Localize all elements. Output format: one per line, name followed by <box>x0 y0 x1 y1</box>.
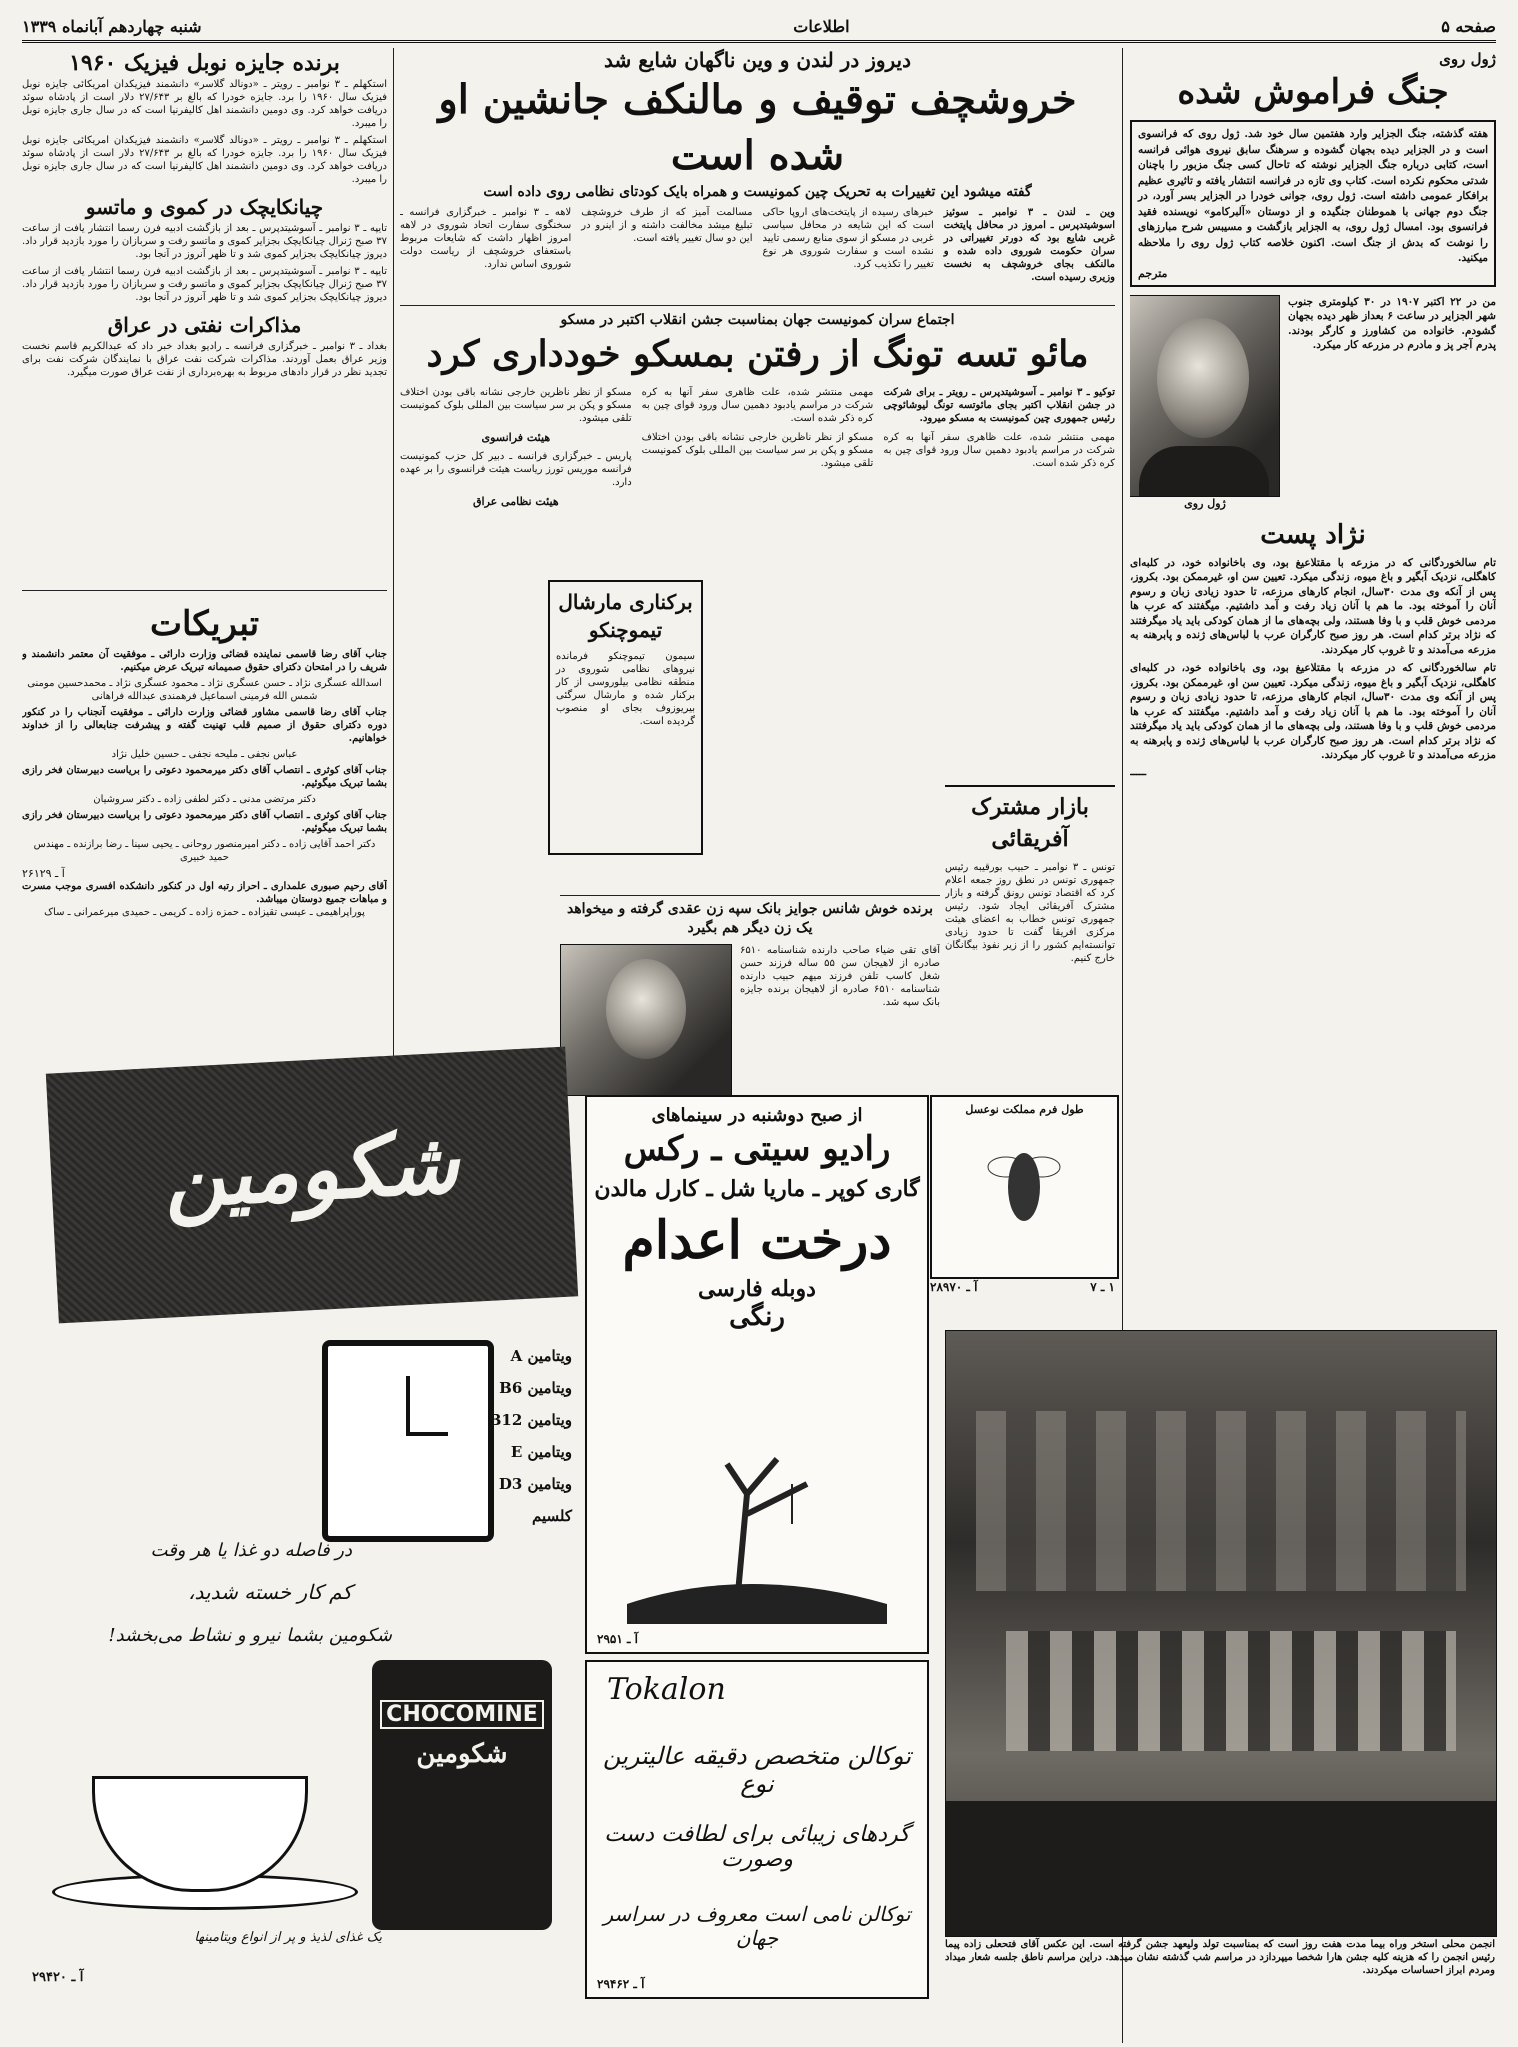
tokalon-line: گردهای زیبائی برای لطافت دست وصورت <box>604 1822 910 1872</box>
intro-text: هفته گذشته، جنگ الجزایر وارد هفتمین سال خود شد. ژول روی که فرانسوی است و در الجزایر دیده بجهان گشوده و سرهنگ سابق نیروی هوائی فرانسه است، کتابی درباره جنگ الجزایر نوشته که تاحال کسی جنگ مزبور را باچنان شدتی محکوم نکرده است. کتاب وی تازه در فرانسه انتشار یافته و تاثیری عظیم برافکار عمومی داشته است. ژول روی، جوانی خودرا در الجزایر بسر آورد، در جنگ دوم جهانی با هموطنان جنگیده و از دوستان «آلبرکامو» نویسنده فقید فرانسوی بود. امسال ژول روی، به الجزایر بازگشت و مسیبس شرح مبارزهای را نوشت که بدش از جنگ است. اکنون خلاصه کتاب ژول روی را ملاحظه میکنید. <box>1138 128 1488 264</box>
col-text: مسکو از نظر ناظرین خارجی نشانه باقی بودن اختلاف مسکو و پکن بر سر سیاست بین المللی بلوک کمونیست تلقی میشود. <box>400 387 632 424</box>
portrait-shoulders <box>1139 446 1269 496</box>
congrats-signers: دکتر احمد آقایی زاده ـ دکتر امیرمنصور روحانی ـ یحیی سینا ـ رضا برازنده ـ مهندس حمید خبیری <box>33 839 376 863</box>
col-text: توکیو ـ ۳ نوامبر ـ آسوشیتدپرس ـ رویتر ـ برای شرکت در جشن انقلاب اکتبر بجای مائوتسه تونگ لیوشائوچی رئیس جمهوری چین کمونیست به مسکو میرود. <box>883 387 1115 424</box>
nobel-title: برنده جایزه نوبل فیزیک ۱۹۶۰ <box>69 50 340 76</box>
col-text: مهمی منتشر شده، علت ظاهری سفر آنها به کره شرکت در مراسم یادبود دهمین سال ورود قوای چین به کره ذکر شده است. <box>883 432 1115 469</box>
lottery-winner-photo <box>560 944 732 1096</box>
clock-hand <box>406 1376 410 1436</box>
article-africa <box>945 785 1115 1085</box>
chiang-text: تایپه ـ ۳ نوامبر ـ آسوشیتدپرس ـ بعد از بازگشت ادبیه فرن رسما انتشار یافت از ساعت ۳۷ صبح ژنرال چیانکایچک بجزایر کموی و ماتسو رفت و سربازان را مورد بازدید قرار داد. دیروز چیانکایچک بجزایر کموی شد و تا ظهر آنروز در آنجا بود. <box>22 223 387 260</box>
article-jules-roy <box>1130 48 1496 1048</box>
divider <box>400 305 1115 306</box>
page-number: صفحه ۵ <box>1441 16 1496 36</box>
clock-hand <box>408 1432 448 1436</box>
coffee-cup-illustration <box>42 1760 362 1910</box>
congrats-signers: پوراپراهیمی ـ عیسی تقیزاده ـ حمزه زاده ـ کریمی ـ حمیدی میرعمرانی ـ ساک <box>44 907 365 918</box>
dub-note: دوبله فارسی <box>698 1276 816 1302</box>
congrats-signers: اسدالله عسگری نژاد ـ حسن عسگری نژاد ـ محمود عسگری نژاد ـ محمدحسین مومنی شمس الله فرمینی اسماعیل فرهمندی عبدالله فراهانی <box>27 678 382 702</box>
chiang-text: تایپه ـ ۳ نوامبر ـ آسوشیتدپرس ـ بعد از بازگشت ادبیه فرن رسما انتشار یافت از ساعت ۳۷ صبح ژنرال چیانکایچک بجزایر کموی و ماتسو رفت و سربازان را مورد بازدید قرار داد. دیروز چیانکایچک بجزایر کموی شد و تا ظهر آنروز در آنجا بود. <box>22 266 387 303</box>
intro-box <box>1130 120 1496 287</box>
chocomine-can <box>372 1660 552 1930</box>
body-text: تام سالخوردگانی که در مزرعه با مقتلاعیغ بود، وی باخانواده خود، در کلبه‌ای کاهگلی، نزدیک آبگیر و باغ میوه، زندگی میکرد. تعیین سن او، غیرممکن بود. بکروز، پس از آنکه وی مدت ۳۰سال، انجام کارهای مرزعه، تا حدود زیادی زبان و رسوم آنان را آموخته بود. ما هم با آنان زیاد رفت و آمد داشتیم. میگفتند که عرب ها مردمی خوش قلب و با وفا هستند، ولی بچه‌های ما از همان کودکی باید یاد میگرفتند که نژاد برتر کدام است. هر روز صبح کارگران عرب با لباس‌های ژنده و پابرهنه به مزرعه می‌آمدند و تا غروب کار میکردند. <box>1130 556 1496 656</box>
africa-title: بازار مشترک آفریقائی <box>945 785 1115 855</box>
col-text: لاهه ـ ۳ نوامبر ـ خبرگزاری فرانسه ـ سخنگوی سفارت اتحاد شوروی در لاهه امروز اظهار داشت که شایعات مربوط باستعفای خروشچف از ریاست دولت شوروی اساس ندارد. <box>400 207 572 270</box>
headline: خروشچف توقیف و مالنکف جانشین او شده است <box>438 76 1077 179</box>
africa-text: تونس ـ ۳ نوامبر ـ حبیب بورقیبه رئیس جمهوری تونس در نطق روز جمعه اعلام کرد که اقتصاد تونس رونق گرفته و بازار مشترک آفریقائی ایجاد شود. رئیس جمهوری تونس خطاب به اعضای هیئت مرکزی افریقا گفت تا حدود زیادی توانسته‌ایم کشور را از زیر نفوذ بیگانگان خارج کنیم. <box>945 862 1115 964</box>
subhead: هیئت نظامی عراق <box>473 495 559 508</box>
paper-name: اطلاعات <box>793 16 850 36</box>
col-text: وین ـ لندن ـ ۳ نوامبر ـ سوئیز اسوشیتدپرس ـ امروز در محافل پایتخت غربی شایع بود که دورتر تغییراتی در سران حکومت شوروی داده شده و مالنکف بجای خروشچف به نخست وزیری رسیده است. <box>943 207 1115 283</box>
divider <box>22 590 387 591</box>
article-khrushchev <box>400 48 1115 308</box>
crowd-row <box>1006 1631 1456 1751</box>
bio-text: من در ۲۲ اکتبر ۱۹۰۷ در ۳۰ کیلومتری جنوب شهر الجزایر در ساعت ۶ بعداز ظهر دیده بجهان گشودم. خانواده من کشاورز و کارگر بودند. پدرم آجر پز و مادرم در مزرعه کار میکرد. <box>1288 295 1496 351</box>
film-stars: گاری کوپر ـ ماریا شل ـ کارل مالدن <box>594 1176 920 1202</box>
ad-head: طول فرم مملکت نوعسل <box>965 1103 1084 1116</box>
vitamin-item: ویتامین A <box>510 1347 572 1365</box>
kicker: دیروز در لندن و وین ناگهان شایع شد <box>603 48 912 72</box>
winner-face <box>606 959 686 1059</box>
bee-icon <box>984 1127 1064 1237</box>
congrats-section <box>22 600 387 1030</box>
iraq-text: بغداد ـ ۳ نوامبر ـ خبرگزاری فرانسه ـ رادیو بغداد خبر داد که عبدالکریم قاسم نخست وزیر عراق بعمل آوردند. مذاکرات شرکت نفت عراق با نمایندگان شرکت نفت برای تجدید نظر در قرار دادهای مربوط به بهره‌برداری از نفت عراق صورت میگیرد. <box>22 341 387 378</box>
lottery-text: آقای تقی ضیاء صاحب دارنده شناسنامه ۶۵۱۰ صادره از لاهیجان سن ۵۵ ساله فرزند حسن شغل کاسب تلفن فرزند میهم حبیب دارنده شناسنامه ۶۵۱۰ صادره از لاهیجان برنده جایزه بانک سپه شد. <box>740 945 940 1008</box>
congrats-item: جناب آقای کوثری ـ انتصاب آقای دکتر میرمحمود دعوتی را بریاست دبیرستان فخر رازی بشما تبریک میگوئیم. <box>22 765 387 789</box>
body-text: تام سالخوردگانی که در مزرعه با مقتلاعیغ بود، وی باخانواده خود، در کلبه‌ای کاهگلی، نزدیک آبگیر و باغ میوه، زندگی میکرد. تعیین سن او، غیرممکن بود. بکروز، پس از آنکه وی مدت ۳۰سال، انجام کارهای مرزعه، تا حدود زیادی زبان و رسوم آنان را آموخته بود. ما هم با آنان زیاد رفت و آمد داشتیم. میگفتند که عرب ها مردمی خوش قلب و با وفا هستند، ولی بچه‌های ما از همان کودکی باید یاد میگرفتند که نژاد برتر کدام است. هر روز صبح کارگران عرب با لباس‌های ژنده و پابرهنه به مزرعه می‌آمدند و تا غروب کار میکردند. <box>1130 662 1496 761</box>
continuation: ـــــ <box>1130 764 1147 778</box>
portrait-photo <box>1130 295 1280 497</box>
vitamin-item: ویتامین B12 <box>488 1411 572 1429</box>
col-text: مهمی منتشر شده، علت ظاهری سفر آنها به کره شرکت در مراسم یادبود دهمین سال ورود قوای چین به کره ذکر شده است. <box>641 387 874 424</box>
vitamin-list <box>462 1340 572 1532</box>
congrats-item: جناب آقای کوثری ـ انتصاب آقای دکتر میرمحمود دعوتی را بریاست دبیرستان فخر رازی بشما تبریک میگوئیم. <box>22 810 387 834</box>
subhead: هیئت فرانسوی <box>481 431 551 444</box>
cup <box>92 1776 308 1892</box>
ad-code: آ ـ ۲۹۴۲۰ <box>32 1970 84 1985</box>
honey-ad <box>930 1095 1119 1279</box>
vitamin-item: ویتامین B6 <box>499 1379 572 1397</box>
chiang-title: چیانکایچک در کموی و ماتسو <box>85 195 324 219</box>
color-note: رنگی <box>729 1302 785 1332</box>
congrats-item: جناب آقای رضا قاسمی نماینده قضائی وزارت دارائی ـ موفقیت آن معتمر دانشمند و شریف را در امتحان دکترای حقوق صمیمانه تبریک عرض میکنیم. <box>22 649 387 673</box>
box-title: برکناری مارشال تیموچنکو <box>558 590 693 642</box>
tokalon-line: توکالن نامی است معروف در سراسر جهان <box>603 1902 911 1950</box>
article-title: جنگ فراموش شده <box>1177 72 1449 112</box>
congrats-title: تبریکات <box>149 604 260 644</box>
iraq-title: مذاکرات نفتی در عراق <box>107 313 302 337</box>
translator: مترجم <box>1138 266 1168 280</box>
ad-code: آ ـ ۲۶۱۲۹ <box>22 867 65 880</box>
congrats-item: آقای رحیم صبوری علمداری ـ احراز رتبه اول در کنکور دانشکده افسری موجب مسرت و مباهات جمیع دوستان میباشد. <box>22 881 387 905</box>
subhead-race: نژاد پست <box>1260 519 1366 550</box>
crowd-row <box>976 1411 1466 1591</box>
ad-banner <box>46 1047 578 1324</box>
col-text: خبرهای رسیده از پایتخت‌های اروپا حاکی است که این شایعه در محافل سیاسی غربی در مسکو از سوی منابع رسمی تایید نشده است و سفارت شوروی هر نوع تغییر را تکذیب کرد. <box>762 207 934 270</box>
cinema-line: از صبح دوشنبه در سینماهای <box>651 1105 863 1126</box>
article-lottery <box>560 900 940 1100</box>
marshal-box <box>548 580 703 855</box>
date-line: شنبه چهاردهم آبانماه ۱۳۳۹ <box>22 16 202 36</box>
page-header <box>22 14 1496 38</box>
ad-code: ۱ ـ ۷ <box>1090 1280 1115 1294</box>
nobel-text: استکهلم ـ ۳ نوامبر ـ رویتر ـ «دونالد گلاسر» دانشمند فیزیکدان امریکائی جایزه نوبل فیزیک سال ۱۹۶۰ را برد. جایزه خودرا که بالغ بر ۲۷/۶۴۳ دلار است از پادشاه سوئد دریافت خواهد کرد. وی دومین دانشمند اهل کالیفرنیا است که در سال جاری جایزه نوبل را میبرد. <box>22 79 387 129</box>
congrats-signers: عباس نجفی ـ ملیحه نجفی ـ حسین خلیل نژاد <box>111 749 298 760</box>
ceremony-photo <box>945 1330 1497 1937</box>
portrait-face <box>1157 318 1249 438</box>
col-text: مسالمت آمیز که از طرف خروشچف تبلیغ میشد مخالفت داشته و از اینرو در این دو سال تغییر یافته است. <box>581 207 753 244</box>
vitamin-item: کلسیم <box>532 1507 572 1525</box>
divider <box>560 895 940 896</box>
cinema-ad <box>585 1095 929 1654</box>
headline: مائو تسه تونگ از رفتن بمسکو خودداری کرد <box>426 333 1089 375</box>
slogan-line: در فاصله دو غذا یا هر وقت <box>150 1540 352 1561</box>
header-rule <box>22 40 1496 43</box>
ad-code: آ ـ ۲۸۹۷۰ <box>930 1280 978 1294</box>
left-news-column <box>22 48 387 668</box>
ad-codes <box>930 1280 1115 1294</box>
divider <box>393 48 394 1088</box>
photo-caption: ژول روی <box>1184 496 1226 510</box>
kicker: اجتماع سران کمونیست جهان بمناسبت جشن انقلاب اکتبر در مسکو <box>560 312 955 328</box>
tokalon-ad <box>585 1660 929 1999</box>
cup-text: یک غذای لذیذ و پر از انواع ویتامینها <box>194 1930 382 1945</box>
tokalon-brand: Tokalon <box>607 1672 726 1707</box>
can-brand: CHOCOMINE <box>380 1700 544 1729</box>
lottery-title: برنده خوش شانس جوایز بانک سپه زن عقدی گرفته و میخواهد یک زن دیگر هم بگیرد <box>566 901 934 936</box>
nobel-text: استکهلم ـ ۳ نوامبر ـ رویتر ـ «دونالد گلاسر» دانشمند فیزیکدان امریکائی جایزه نوبل فیزیک سال ۱۹۶۰ را برد. جایزه خودرا که بالغ بر ۲۷/۶۴۳ دلار است از پادشاه سوئد دریافت خواهد کرد. وی دومین دانشمند اهل کالیفرنیا است که در سال جاری جایزه نوبل را میبرد. <box>22 135 387 185</box>
box-text: سیمون تیموچنکو فرمانده نیروهای نظامی شوروی در منطقه نظامی بیلوروسی از کار برکنار شده و مارشال سرگئی بیریوزوف بجای او منصوب گردیده است. <box>556 651 695 727</box>
tokalon-line: توکالن متخصص دقیقه عالیترین نوع <box>602 1742 912 1798</box>
slogan-line: کم کار خسته شدید، <box>188 1580 352 1604</box>
col-text: مسکو از نظر ناظرین خارجی نشانه باقی بودن اختلاف مسکو و پکن بر سر سیاست بین المللی بلوک کمونیست تلقی میشود. <box>641 432 874 469</box>
brand-script: شکومین <box>161 1112 461 1227</box>
can-brand-fa: شکومین <box>416 1739 508 1769</box>
slogan-line: شکومین بشما نیرو و نشاط می‌بخشد! <box>108 1625 392 1646</box>
photo-caption-block <box>945 1938 1495 1977</box>
byline: ژول روی <box>1439 50 1496 68</box>
congrats-signers: دکتر مرتضی مدنی ـ دکتر لطفی زاده ـ دکتر سروشیان <box>93 794 316 805</box>
deck: گفته میشود این تغییرات به تحریک چین کمونیست و همراه بایک کودتای نظامی روی داده است <box>483 184 1032 200</box>
chocomine-ad <box>22 1040 582 1995</box>
vitamin-item: ویتامین D3 <box>498 1475 572 1493</box>
congrats-item: جناب آقای رضا قاسمی مشاور قضائی وزارت دارائی ـ موفقیت آنجناب را در کنکور دوره دکترای حقوق از صمیم قلب تهنیت گفته و پیشرفت جنابعالی را از خداوند خواهانیم. <box>22 707 387 744</box>
cinema-names: رادیو سیتی ـ رکس <box>623 1129 891 1169</box>
col-text: پاریس ـ خبرگزاری فرانسه ـ دبیر کل حزب کمونیست فرانسه موریس تورز ریاست هیئت فرانسوی را بر عهده دارد. <box>400 451 632 488</box>
photo-caption: انجمن محلی استخر وراه بیما مدت هفت روز است که بمناسبت تولد ولیعهد جشن گرفته است. این عکس آقای فتحعلی زاده پیما رئیس انجمن را که هزینه کلیه جشن هارا شخصا میپردازد در مراسم شب گذشته نشان میدهد. دراین مراسم ناطق جلسه شعار میداد ومردم ابراز احساسات میکردند. <box>945 1939 1495 1976</box>
ad-code: آ ـ ۲۹۵۱ <box>597 1632 638 1646</box>
hanging-tree-illustration <box>587 1404 923 1624</box>
film-title: درخت اعدام <box>622 1210 892 1271</box>
ad-code: آ ـ ۲۹۴۶۲ <box>597 1977 645 1991</box>
vitamin-item: ویتامین E <box>510 1443 572 1461</box>
photo-floor <box>946 1801 1496 1936</box>
